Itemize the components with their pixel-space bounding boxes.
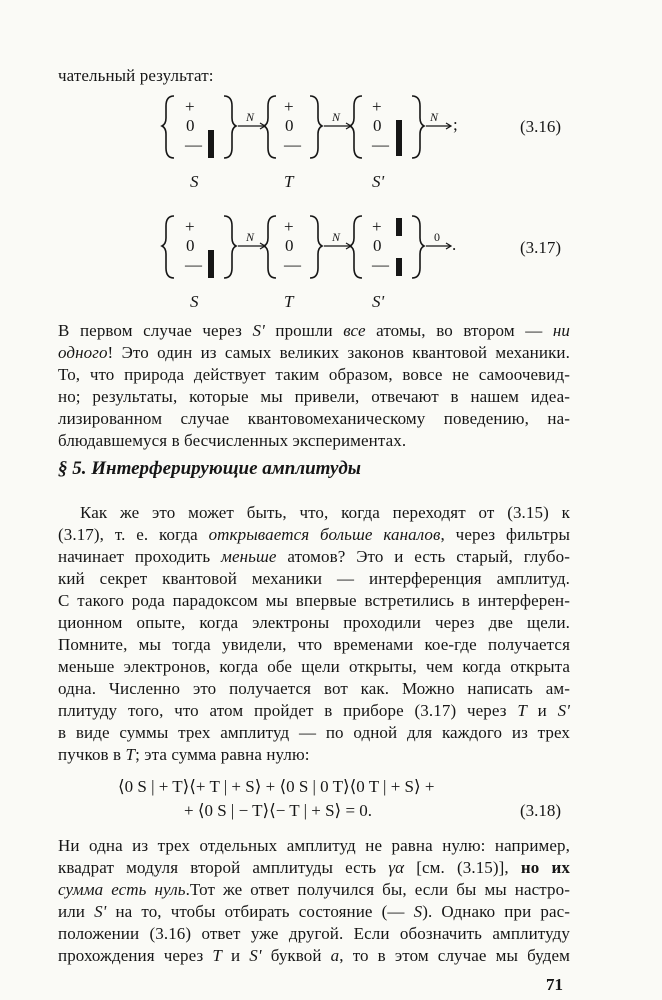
paragraph-2-line: Как же это может быть, что, когда переходят от (3.15) к: [80, 503, 570, 522]
paragraph-1-line: блюдавшемуся в бесчисленных экспериментах.: [58, 431, 407, 450]
svg-text:N: N: [430, 110, 439, 124]
svg-text:—: —: [284, 135, 301, 154]
svg-text:.: .: [452, 235, 457, 254]
svg-text:+: +: [372, 217, 382, 236]
eq-3-16-tail: ;: [453, 115, 458, 134]
equation-3-18-line-2: + ⟨0 S | − T⟩⟨− T | + S⟩ = 0.: [184, 801, 373, 820]
paragraph-3-line: сумма есть нуль.Тот же ответ получился бы, если бы мы настро-: [58, 880, 570, 899]
paragraph-2-line: начинает проходить меньше атомов? Это и есть старый, глубо-: [58, 547, 570, 566]
svg-text:0: 0: [373, 116, 382, 135]
paragraph-1-line: То, что природа действует таким образом, вовсе не самоочевид-: [58, 365, 570, 384]
diagram-3-16: [160, 92, 460, 162]
svg-text:N: N: [246, 230, 255, 244]
label-s-prime: S': [372, 172, 385, 191]
svg-text:—: —: [372, 135, 389, 154]
svg-text:—: —: [372, 255, 389, 274]
diagram-3-17: [160, 212, 460, 282]
label-s: S: [190, 172, 199, 191]
svg-text:0: 0: [285, 116, 294, 135]
section-heading: § 5. Интерферирующие амплитуды: [58, 458, 361, 479]
svg-text:—: —: [284, 255, 301, 274]
paragraph-3-line: Ни одна из трех отдельных амплитуд не равна нулю: например,: [58, 836, 570, 855]
state-minus: —: [185, 135, 202, 154]
svg-text:0: 0: [285, 236, 294, 255]
svg-text:+: +: [372, 97, 382, 116]
equation-3-18-line-1: ⟨0 S | + T⟩⟨+ T | + S⟩ + ⟨0 S | 0 T⟩⟨0 T | + S⟩ +: [118, 777, 435, 796]
svg-text:N: N: [332, 230, 341, 244]
state-plus: +: [185, 97, 195, 116]
paragraph-3-line: или S' на то, чтобы отбирать состояние (— S). Однако при рас-: [58, 902, 570, 921]
paragraph-2-line: кий секрет квантовой механики — интерференция амплитуд.: [58, 569, 570, 588]
paragraph-1-line: В первом случае через S' прошли все атомы, во втором — ни: [58, 321, 570, 340]
paragraph-1-line: но; результаты, которые мы привели, отвечают в нашем идеа-: [58, 387, 570, 406]
paragraph-2-line: в виде суммы трех амплитуд — по одной для каждого из трех: [58, 723, 570, 742]
intro-line: чательный результат:: [58, 66, 214, 85]
arrow-label-zero: 0: [434, 230, 440, 244]
paragraph-2-line: плитуду того, что атом пройдет в приборе (3.17) через T и S': [58, 701, 570, 720]
label-t: T: [284, 292, 294, 311]
paragraph-3-line: прохождения через T и S' буквой a, то в этом случае мы будем: [58, 946, 570, 965]
eq-3-17-number: (3.17): [520, 238, 562, 257]
state-zero: 0: [186, 116, 195, 135]
svg-text:0: 0: [373, 236, 382, 255]
paragraph-2-line: Помните, мы тогда увидели, что временами кое-где получается: [58, 635, 570, 654]
page-number: 71: [546, 975, 563, 994]
svg-text:+: +: [185, 217, 195, 236]
svg-text:+: +: [284, 217, 294, 236]
paragraph-3-line: квадрат модуля второй амплитуды есть γα [см. (3.15)], но их: [58, 858, 570, 877]
svg-text:+: +: [284, 97, 294, 116]
arrow-label-n: N: [246, 110, 255, 124]
paragraph-1-line: лизированном случае квантовомеханическому поведению, на-: [58, 409, 570, 428]
filter-block: [208, 130, 214, 158]
svg-text:0: 0: [186, 236, 195, 255]
label-s: S: [190, 292, 199, 311]
paragraph-2-line: (3.17), т. е. когда открывается больше каналов, через фильтры: [58, 525, 570, 544]
eq-3-18-number: (3.18): [520, 801, 562, 820]
paragraph-1-line: одного! Это один из самых великих законов квантовой механики.: [58, 343, 570, 362]
paragraph-2-line: пучков в T; эта сумма равна нулю:: [58, 745, 310, 764]
label-t: T: [284, 172, 294, 191]
svg-text:N: N: [332, 110, 341, 124]
paragraph-2-line: ционном опыте, когда электроны проходили через две щели.: [58, 613, 570, 632]
paragraph-2-line: С такого рода парадоксом мы впервые встретились в интерферен-: [58, 591, 570, 610]
paragraph-2-line: меньше электронов, когда обе щели открыты, чем когда открыта: [58, 657, 570, 676]
svg-text:—: —: [185, 255, 202, 274]
eq-3-16-number: (3.16): [520, 117, 562, 136]
label-s-prime: S': [372, 292, 385, 311]
paragraph-3-line: положении (3.16) ответ уже другой. Если обозначить амплитуду: [58, 924, 570, 943]
paragraph-2-line: одна. Численно это получается вот как. Можно написать ам-: [58, 679, 570, 698]
